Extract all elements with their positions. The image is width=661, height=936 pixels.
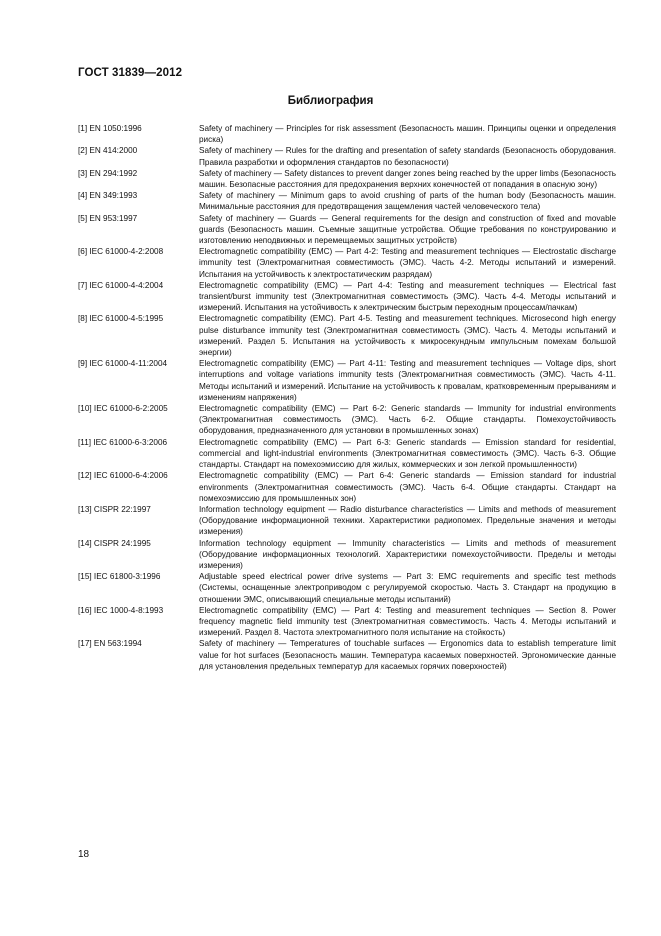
bibliography-entry — [78, 538, 616, 572]
bibliography-text: Safety of machinery — Principles for risk assessment (Безопасность машин. Принципы оценки и определения риска) — [199, 124, 616, 145]
bibliography-ref: [9] IEC 61000-4-11:2004 — [78, 359, 168, 369]
bibliography-entry — [78, 168, 616, 190]
bibliography-ref: [4] EN 349:1993 — [78, 191, 138, 201]
bibliography-text: Information technology equipment — Immunity characteristics — Limits and methods of measurement (Оборудование информационных технологий. Характеристики помехоустойчивости. Пределы и методы измерения) — [199, 538, 616, 570]
bibliography-ref: [15] IEC 61800-3:1996 — [78, 572, 161, 582]
bibliography-entry — [78, 246, 616, 280]
bibliography-text: Information technology equipment — Radio disturbance characteristics — Limits and methods of measurement (Оборудование информационной техники. Характеристики радиопомех. Предельные значения и методы измерения) — [199, 504, 616, 537]
bibliography-ref: [16] IEC 1000-4-8:1993 — [78, 605, 164, 615]
bibliography-entry — [78, 605, 616, 639]
bibliography-ref: [11] IEC 61000-6-3:2006 — [78, 437, 168, 447]
bibliography-text: Electromagnetic compatibility (EMC) — Part 6-2: Generic standards — Immunity for industrial environments (Электромагнитная совместимость (ЭМС). Часть 6-2. Общие стандарты. Помехоустойчивость оборудования, предназначенного для установки в промышленных зонах) — [199, 404, 616, 436]
bibliography-entry — [78, 504, 616, 538]
bibliography-entry — [78, 280, 616, 314]
bibliography-ref: [1] EN 1050:1996 — [78, 124, 142, 133]
bibliography-text: Electromagnetic compatibility (EMC) — Part 6-4: Generic standards — Emission standard for industrial environments (Электромагнитная совместимость (ЭМС). Часть 6-4. Общие стандарты. Стандарт на помехоэмиссию для промышленных зон) — [199, 471, 616, 503]
bibliography-text: Electromagnetic compatibility (EMC) — Part 4-11: Testing and measurement techniques — Voltage dips, short interruptions and voltage variations immunity tests (Электромагнитная совместимость (ЭМС). Часть 4-11. Методы испытаний и измерений. Испытание на устойчивость к провалам, кратковременным прерываниям и изменениям напряжения) — [199, 359, 616, 402]
bibliography-entry — [78, 313, 616, 358]
bibliography-list — [78, 123, 616, 672]
bibliography-entry — [78, 638, 616, 672]
bibliography-entry — [78, 437, 616, 471]
bibliography-entry — [78, 403, 616, 437]
bibliography-entry — [78, 213, 616, 247]
bibliography-ref: [5] EN 953:1997 — [78, 213, 138, 223]
bibliography-ref: [14] CISPR 24:1995 — [78, 538, 151, 548]
bibliography-text: Safety of machinery — Minimum gaps to avoid crushing of parts of the human body (Безопасность машин. Минимальные расстояния для предотвращения защемления частей человеческого тела) — [199, 191, 616, 212]
bibliography-text: Safety of machinery — Temperatures of touchable surfaces — Ergonomics data to establish temperature limit value for hot surfaces (Безопасность машин. Температура касаемых поверхностей. Эргономические данные для установления предельных температур для касаемых горячих поверхностей) — [199, 639, 616, 671]
bibliography-text: Electromagnetic compatibility (EMC) — Part 4: Testing and measurement techniques — Section 8. Power frequency magnetic field immunity test (Электромагнитная совместимость. Часть 4. Методы испытаний и измерений. Раздел 8. Частота электромагнитного поля испытание на стойкость) — [199, 605, 616, 638]
document-header: ГОСТ 31839—2012 — [78, 67, 183, 79]
bibliography-ref: [6] IEC 61000-4-2:2008 — [78, 247, 164, 257]
bibliography-ref: [10] IEC 61000-6-2:2005 — [78, 404, 168, 414]
bibliography-text: Safety of machinery — Rules for the drafting and presentation of safety standards (Безопасность оборудования. Правила разработки и оформления стандартов по безопасности) — [199, 146, 616, 167]
bibliography-ref: [17] EN 563:1994 — [78, 639, 142, 649]
bibliography-text: Electromagnetic compatibility (EMC) — Part 4-2: Testing and measurement techniques — Electrostatic discharge immunity test (Электромагнитная совместимость (ЭМС). Часть 4-2. Методы испытаний и измерений. Испытания на устойчивость к электростатическим разрядам) — [199, 247, 616, 279]
bibliography-ref: [12] IEC 61000-6-4:2006 — [78, 471, 168, 481]
bibliography-ref: [3] EN 294:1992 — [78, 168, 138, 178]
bibliography-text: Electromagnetic compatibility (EMC). Part 4-5. Testing and measurement techniques. Microsecond high energy pulse disturbance immunity test (Электромагнитная совместимость (ЭМС). Часть 4. Методы испытаний и измерений. Раздел 5. Испытания на устойчивость к микросекундным импульсным помехам большой энергии) — [199, 314, 616, 358]
bibliography-entry — [78, 123, 616, 145]
bibliography-entry — [78, 190, 616, 212]
bibliography-text: Electromagnetic compatibility (EMC) — Part 6-3: Generic standards — Emission standard for residential, commercial and light-industrial environments (Электромагнитная совместимость (ЭМС). Часть 6-3. Общие стандарты. Стандарт на помехоэмиссию для жилых, коммерческих и зон легкой промышленности) — [199, 437, 616, 470]
bibliography-ref: [7] IEC 61000-4-4:2004 — [78, 280, 164, 290]
bibliography-entry — [78, 571, 616, 605]
section-title: Библиография — [287, 95, 374, 107]
bibliography-entry — [78, 145, 616, 167]
bibliography-ref: [13] CISPR 22:1997 — [78, 504, 151, 514]
bibliography-ref: [8] IEC 61000-4-5:1995 — [78, 314, 164, 324]
bibliography-entry — [78, 358, 616, 403]
bibliography-text: Safety of machinery — Safety distances to prevent danger zones being reached by the upper limbs (Безопасность машин. Безопасные расстояния для предохранения верхних конечностей от попадания в опасную зону) — [199, 168, 616, 190]
bibliography-text: Adjustable speed electrical power drive systems — Part 3: EMC requirements and specific test methods (Системы, оснащенные электроприводом с регулируемой скоростью. Часть 3. Стандарт на продукцию в отношении ЭМС, описывающий специальные методы испытаний) — [199, 572, 616, 604]
bibliography-ref: [2] EN 414:2000 — [78, 146, 138, 156]
bibliography-text: Safety of machinery — Guards — General requirements for the design and construction of fixed and movable guards (Безопасность машин. Съемные защитные устройства. Общие требования по конструированию и изготовлению неподвижных и перемещаемых защитных устройств) — [199, 213, 616, 246]
page-number: 18 — [78, 849, 90, 860]
bibliography-entry — [78, 470, 616, 504]
bibliography-text: Electromagnetic compatibility (EMC) — Part 4-4: Testing and measurement techniques — Electrical fast transient/burst immunity test (Электромагнитная совместимость (ЭМС). Часть 4-4. Методы испытаний и измерений. Испытания на устойчивость к электрическим быстрым переходным процессам/пачкам) — [199, 280, 616, 313]
